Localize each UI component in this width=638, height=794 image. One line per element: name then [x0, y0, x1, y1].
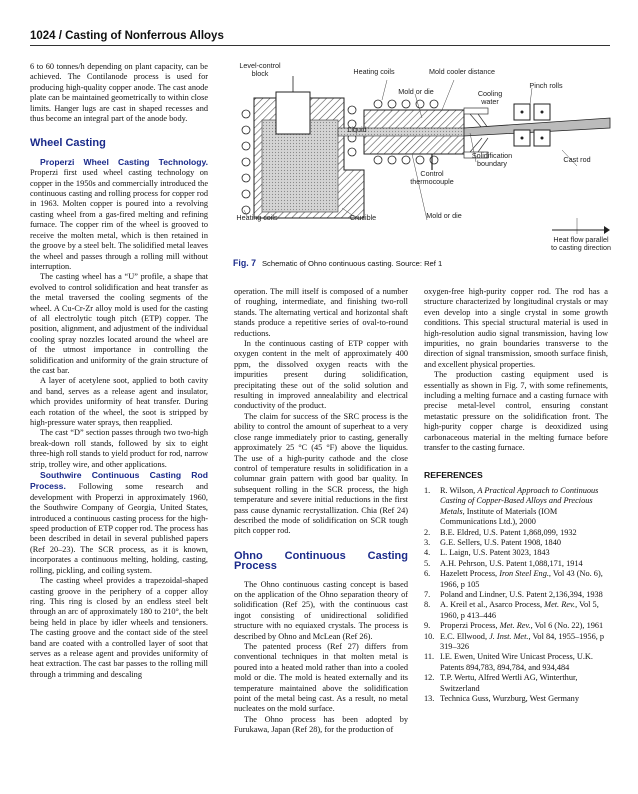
reference-number: 11.: [424, 652, 435, 662]
label-mold-or-die-top: Mold or die: [398, 87, 434, 96]
reference-number: 7.: [424, 589, 431, 599]
paragraph: The Ohno continuous casting concept is based on the application of the Ohno separation theory of solidification (Ref 25), with the continuous cast ingot consisting of unidirectional solidified structure with no equiaxed crystals. The process is described by Ohno and McLean (Ref 26).: [234, 579, 408, 641]
reference-item: [424, 486, 608, 528]
reference-number: 6.: [424, 569, 431, 579]
figure-caption-label: Fig. 7: [233, 258, 256, 268]
reference-text: Technica Guss, Wurzburg, West Germany: [440, 694, 579, 704]
label-solidification: Solidification boundary: [471, 151, 513, 169]
reference-item: [424, 548, 608, 558]
reference-number: 9.: [424, 621, 431, 631]
label-heating-coils-top: Heating coils: [353, 67, 395, 76]
column-3: [424, 287, 608, 704]
reference-text: L. Laign, U.S. Patent 3023, 1843: [440, 548, 550, 558]
reference-item: [424, 621, 608, 631]
paragraph: In the continuous casting of ETP copper with oxygen content in the melt of approximately 400 ppm, the dissolved oxygen reacts with the impurities present during solidification, precipitating these out of the solid solution and resulting in improved annealability and electrical conductivity of the product.: [234, 339, 408, 411]
label-level-control: Level-control block: [239, 61, 281, 79]
label-heat-flow: Heat flow parallel to casting direction: [551, 235, 611, 253]
subhead-properzi: Properzi Wheel Casting Technology.: [40, 156, 208, 167]
label-control-thermocouple: Control thermocouple: [410, 169, 454, 187]
reference-item: [424, 569, 608, 590]
reference-number: 10.: [424, 631, 435, 641]
paragraph: A layer of acetylene soot, applied to both cavity and band, serves as a release agent and insulator, which provides uniformity of heat transfer. During each rotation of the wheel, the soot is stripped by high-pressure water sprays, then reapplied.: [30, 376, 208, 427]
reference-item: [424, 538, 608, 548]
paragraph-text: Properzi first used wheel casting technology on copper in the 1950s and commercially introduced the continuous casting and rolling process for copper rod in 1963. Molten copper is poured into a revolving casting wheel from a gas-fired melting and refining furnace. The copper rim of the wheel is grooved to receive the molten metal, which is then retained in the groove by a steel belt. The solidified metal leaves the wheel and passes through a rolling mill without interruption.: [30, 168, 208, 271]
label-mold-cooler: Mold cooler distance: [429, 67, 495, 76]
reference-text: E.C. Ellwood, J. Inst. Met., Vol 84, 1955–1956, p 319–326: [440, 631, 605, 651]
column-1: [30, 62, 208, 680]
reference-text: I.E. Ewen, United Wire Unicast Process, U.K. Patents 894,783, 894,784, and 934,484: [440, 652, 593, 672]
page-header-title: 1024 / Casting of Nonferrous Alloys: [30, 30, 224, 42]
label-crucible: Crucible: [349, 213, 377, 222]
reference-number: 8.: [424, 600, 431, 610]
column-2: [234, 287, 408, 736]
label-cooling-water: Cooling water: [477, 89, 503, 107]
references-title: REFERENCES: [424, 469, 483, 480]
reference-text: G.E. Sellers, U.S. Patent 1908, 1840: [440, 537, 561, 547]
figure-ohno-schematic: [232, 58, 612, 268]
reference-number: 3.: [424, 537, 431, 547]
reference-text: Properzi Process, Met. Rev., Vol 6 (No. 22), 1961: [440, 621, 604, 631]
label-heating-coils-bottom: Heating coils: [236, 213, 278, 222]
paragraph: The patented process (Ref 27) differs from conventional techniques in that molten metal is poured into a heated mold rather than into a cooled mold or die. The mold is heated externally and its temperature maintained above the solidification point of the metal being cast. As a result, no metal nucleates on the mold surface.: [234, 642, 408, 714]
paragraph: operation. The mill itself is composed of a number of roughing, intermediate, and finishing two-roll stands. The alternating vertical and horizontal shaft stands produce a repetitive series of oval-to-round reductions.: [234, 287, 408, 338]
reference-number: 13.: [424, 694, 435, 704]
reference-item: [424, 632, 608, 653]
reference-text: T.P. Wertu, Alfred Wertli AG, Winterthur, Switzerland: [440, 673, 578, 693]
reference-number: 5.: [424, 558, 431, 568]
reference-item: [424, 559, 608, 569]
reference-text: Hazelett Process, Iron Steel Eng., Vol 43 (No. 6), 1966, p 105: [440, 569, 603, 589]
paragraph: The casting wheel provides a trapezoidal-shaped casting groove in the periphery of a copper alloy ring. This ring is closed by an endless steel belt through an arc of approximately 180 to 210°, the belt being held in place by idler wheels and tensioners. The casting groove and the contact side of the steel band are coated with a controlled layer of soot that serves as a release agent and provides uniformity of heat extraction. The cast bar passes to the rolling mill through a trimming and descaling: [30, 576, 208, 679]
reference-text: A.H. Pehrson, U.S. Patent 1,088,171, 1914: [440, 558, 583, 568]
section-title-ohno: Ohno Continuous Casting Process: [234, 549, 408, 573]
reference-text: Poland and Lindner, U.S. Patent 2,136,394, 1938: [440, 589, 603, 599]
paragraph: The cast “D” section passes through two two-high break-down roll stands, followed by six to eight three-high roll stands to yield product for rod, narrow strip, trolley wire, and other applications.: [30, 428, 208, 469]
paragraph: The claim for success of the SRC process is the ability to control the amount of superheat to a very close range immediately prior to casting, generally approximately 25 °C (45 °F) above the liquidus. The use of a high-purity cathode and the close control of temperature results in solidification in a columnar grain pattern with good bar quality. In subsequent rolling in the SCR process, the high temperature and severe initial reductions in the first pass cause dynamic recrystallization. Chia (Ref 24) described the mode of solidification on SCR tough pitch copper rod.: [234, 411, 408, 536]
reference-item: [424, 590, 608, 600]
section-title-wheel-casting: Wheel Casting: [30, 137, 106, 150]
reference-text: B.E. Eldred, U.S. Patent 1,868,099, 1932: [440, 527, 577, 537]
reference-number: 4.: [424, 548, 431, 558]
reference-item: [424, 694, 608, 704]
reference-number: 1.: [424, 485, 431, 495]
paragraph-text: Following some research and development with Properzi in approximately 1960, the Southwire Company of Georgia, United States, introduced a continuous casting process for the high-speed production of ETP copper rod. The process has been described in detail in several published papers (Ref 20–23). The SCR process, as it is known, incorporates a continuous melting, holding, casting, rolling, pickling, and coiling system.: [30, 482, 208, 575]
reference-number: 12.: [424, 673, 435, 683]
subhead-southwire: Southwire Continuous Casting Rod Process.: [30, 470, 208, 492]
references-list: [424, 486, 608, 705]
reference-item: [424, 600, 608, 621]
reference-text: A. Kreil et al., Asarco Process, Met. Rev., Vol 5, 1960, p 413–446: [440, 600, 599, 620]
reference-text: R. Wilson, A Practical Approach to Continuous Casting of Copper-Based Alloys and Precious Metals, Institute of Materials (IOM Communications Ltd.), 2000: [440, 485, 599, 527]
reference-item: [424, 528, 608, 538]
paragraph: [30, 470, 208, 576]
reference-number: 2.: [424, 527, 431, 537]
figure-caption: [233, 258, 613, 268]
paragraph: The casting wheel has a “U” profile, a shape that evolved to control solidification and heat transfer as the metal traversed the cooling segments of the wheel. A Cu-Cr-Zr alloy mold is used for the casting of all electrolytic tough pitch (ETP) copper. The position, alignment, and adjustment of the individual cooling spray nozzles located around the wheel are of the utmost importance in controlling the solidification and uniformity of the grain structure of the cast bar.: [30, 272, 208, 375]
paragraph: 6 to 60 tonnes/h depending on plant capacity, can be achieved. The Contilanode process is used for producing high-quality copper anode. The cast anode plate can be maintained geometrically to within close limits. Hanger lugs are cast in shaped recesses and thus become an integral part of the anode body.: [30, 62, 208, 124]
label-cast-rod: Cast rod: [563, 155, 591, 164]
reference-item: [424, 652, 608, 673]
figure-caption-text: Schematic of Ohno continuous casting. Source: Ref 1: [261, 259, 443, 268]
paragraph: The Ohno process has been adopted by Furukawa, Japan (Ref 28), for the production of: [234, 714, 408, 735]
paragraph: The production casting equipment used is essentially as shown in Fig. 7, with some refinements, including a melting furnace and a casting furnace with precise metal-level control, ensuring constant metastatic pressure on the solidification front. The high-purity copper charge is deoxidized using carbonaceous material in the melting furnace before transfer to the casting furnace.: [424, 370, 608, 453]
label-pinch-rolls: Pinch rolls: [529, 81, 563, 90]
page-header: [30, 26, 610, 46]
label-liquid: Liquid: [347, 125, 367, 134]
label-mold-or-die-bottom: Mold or die: [426, 211, 462, 220]
paragraph: oxygen-free high-purity copper rod. The rod has a structure characterized by longitudinal crystals or may even develop into a single crystal in some growth conditions. This special structural material is used in high-resolution audio signal transmission, having low impurities, no grain boundaries transverse to the direction of signal transmission, smooth surface finish, and excellent physical properties.: [424, 287, 608, 369]
paragraph: [30, 157, 208, 272]
reference-item: [424, 673, 608, 694]
